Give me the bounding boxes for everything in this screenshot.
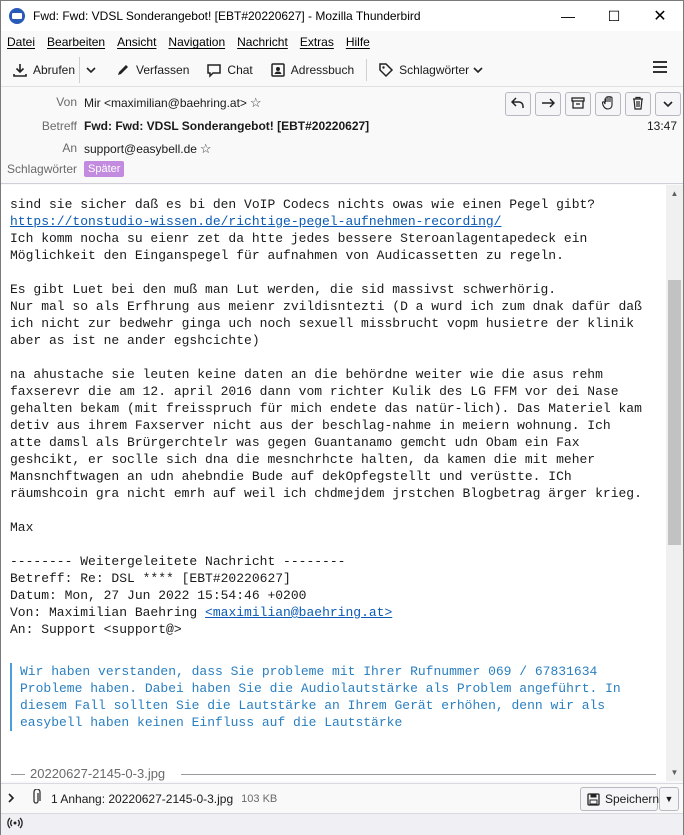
separator-line-right bbox=[181, 774, 656, 775]
chevron-right-icon[interactable] bbox=[7, 792, 25, 806]
attachment-bar bbox=[1, 783, 683, 813]
save-dropdown[interactable] bbox=[659, 787, 679, 811]
forward-icon bbox=[541, 97, 555, 112]
save-label: Speichern bbox=[605, 792, 660, 806]
address-book-label: Adressbuch bbox=[290, 62, 355, 77]
star-icon[interactable]: ☆ bbox=[249, 95, 262, 110]
message-text bbox=[10, 196, 660, 638]
message-body[interactable] bbox=[1, 185, 683, 781]
attachment-summary[interactable]: 1 Anhang: 20220627-2145-0-3.jpg bbox=[51, 791, 234, 806]
tag-icon bbox=[377, 62, 395, 78]
to-value[interactable] bbox=[84, 141, 212, 157]
hamburger-icon[interactable] bbox=[653, 61, 667, 73]
from-address: Mir <maximilian@baehring.at> bbox=[84, 96, 247, 110]
chevron-down-icon bbox=[663, 97, 673, 111]
get-mail-dropdown[interactable] bbox=[79, 57, 102, 83]
archive-icon bbox=[571, 97, 585, 112]
header-actions bbox=[505, 92, 684, 116]
separator-line-left bbox=[11, 774, 25, 775]
forwarded-from-link[interactable]: <maximilian@baehring.at> bbox=[205, 605, 393, 620]
tag-badge[interactable]: Später bbox=[84, 161, 124, 177]
chevron-down-icon: ▼ bbox=[664, 794, 674, 804]
pencil-icon bbox=[114, 62, 132, 78]
archive-button[interactable] bbox=[565, 92, 591, 116]
save-button[interactable] bbox=[580, 787, 658, 811]
reply-button[interactable] bbox=[505, 92, 531, 116]
minimize-button[interactable]: — bbox=[561, 8, 575, 24]
subject-label: Betreff bbox=[41, 119, 77, 133]
compose-label: Verfassen bbox=[136, 62, 190, 77]
address-book-button[interactable] bbox=[265, 57, 358, 83]
tags-header-label: Schlagwörter bbox=[7, 162, 78, 176]
window-title: Fwd: Fwd: VDSL Sonderangebot! [EBT#20220627] - Mozilla Thunderbird bbox=[33, 9, 421, 23]
menu-help[interactable]: Hilfe bbox=[345, 35, 370, 49]
scroll-down-arrow[interactable]: ▼ bbox=[670, 768, 679, 777]
to-address: support@easybell.de bbox=[84, 142, 197, 156]
body-paragraphs: Ich komm nocha su eienr zet da htte jedes bessere Steroanlagentapedeck ein Möglichkeit den Einganspegel für aufnahmen von Audicassetten zu regeln. Es gibt Luet bei den muß man Lut werden, die sid massivst schwerhörig. Nur mal so als Erfhrung aus meienr zvildisntezti (D a wurd ich zum dnak dafür daß ich nicht zur bedwehr ginga uch noch sexuell missbrucht vopm husietre der klinik aber as ist ne ander egshcichte) na ahustache sie leuten keine daten an die behördne weiter wie die asus rehm faxserevr die am 12. april 2016 dann vom richter Kulik des LG FFM vor dei Nase gehalten bekam (mit freisspruch für mich endete das natür-lich). Das Materiel kam detiv aus ihrem Faxserver nicht aus der beschlag-nahme in meiern wohnung. Ich atte damsl als Brürgerchtelr was gegen Guantanamo gemcht udn Obam ein Fax geshcikt, er soclle sich dna die mesnchrhcte halten, da kamen die mit meher Mansnchftwagen an udn ahebndie Bude auf dekOpfegstellt und verüstte. ICh räumshcoin gra nicht emrh auf weil ich chdmejdem jrstchen Blogbetrag ärger krieg. Max -------- Weitergeleitete Nachricht -------- Betreff: Re: DSL **** [EBT#20220627] Datum: Mon, 27 Jun 2022 15:54:46 +0200 bbox=[10, 231, 642, 603]
online-status-icon[interactable] bbox=[7, 817, 23, 832]
message-header bbox=[1, 88, 683, 184]
download-icon bbox=[11, 62, 29, 78]
menu-message[interactable]: Nachricht bbox=[237, 35, 288, 49]
trash-icon bbox=[632, 96, 644, 113]
from-value[interactable] bbox=[84, 95, 262, 111]
get-mail-button[interactable] bbox=[7, 57, 79, 83]
reply-icon bbox=[511, 97, 525, 112]
delete-button[interactable] bbox=[625, 92, 651, 116]
message-time: 13:47 bbox=[646, 119, 677, 133]
tags-label: Schlagwörter bbox=[399, 62, 470, 77]
scroll-thumb[interactable] bbox=[668, 280, 681, 545]
maximize-button[interactable]: ☐ bbox=[607, 7, 621, 24]
menu-bar bbox=[1, 31, 683, 53]
chat-button[interactable] bbox=[201, 57, 256, 83]
close-button[interactable]: ✕ bbox=[653, 8, 667, 25]
get-mail-label: Abrufen bbox=[33, 62, 76, 77]
attachment-separator-name: 20220627-2145-0-3.jpg bbox=[30, 766, 166, 781]
from-label: Von bbox=[56, 95, 77, 109]
paperclip-icon bbox=[31, 789, 47, 808]
chevron-down-icon bbox=[473, 63, 483, 77]
compose-button[interactable] bbox=[110, 57, 193, 83]
star-icon[interactable]: ☆ bbox=[199, 141, 212, 156]
scroll-up-arrow[interactable]: ▲ bbox=[670, 189, 679, 198]
chat-bubble-icon bbox=[205, 62, 223, 78]
menu-view[interactable]: Ansicht bbox=[117, 35, 157, 49]
junk-icon bbox=[602, 96, 614, 113]
tags-button[interactable] bbox=[373, 57, 487, 83]
chat-label: Chat bbox=[227, 62, 253, 77]
forward-button[interactable] bbox=[535, 92, 561, 116]
contact-card-icon bbox=[269, 62, 287, 78]
forwarded-to-line: An: Support <support@> bbox=[10, 622, 182, 637]
quoted-text: Wir haben verstanden, dass Sie probleme mit Ihrer Rufnummer 069 / 67831634 Probleme haben. Dabei haben Sie die Audiolautstärke als Problem angeführt. In diesem Fall sollten Sie die Lautstärke an Ihrem Gerät erhöhen, denn wir als easybell haben keinen Einfluss auf die Lautstärke bbox=[10, 663, 650, 731]
attachment-separator bbox=[11, 768, 656, 780]
menu-edit[interactable]: Bearbeiten bbox=[47, 35, 106, 49]
to-label: An bbox=[62, 141, 77, 155]
body-line-1: sind sie sicher daß es bi den VoIP Codecs nichts owas wie einen Pegel gibt? bbox=[10, 197, 596, 212]
menu-tools[interactable]: Extras bbox=[299, 35, 334, 49]
status-bar bbox=[1, 813, 683, 835]
main-toolbar bbox=[1, 53, 683, 87]
thunderbird-icon bbox=[9, 8, 25, 24]
menu-file[interactable]: Datei bbox=[7, 35, 36, 49]
title-bar bbox=[1, 1, 683, 31]
more-button[interactable] bbox=[655, 92, 681, 116]
junk-button[interactable] bbox=[595, 92, 621, 116]
forwarded-from-prefix: Von: Maximilian Baehring bbox=[10, 605, 206, 620]
body-link[interactable]: https://tonstudio-wissen.de/richtige-pegel-aufnehmen-recording/ bbox=[10, 214, 502, 229]
save-icon bbox=[587, 793, 600, 806]
toolbar-separator bbox=[366, 59, 367, 81]
vertical-scrollbar[interactable] bbox=[666, 185, 683, 781]
menu-navigation[interactable]: Navigation bbox=[168, 35, 226, 49]
chevron-down-icon bbox=[86, 63, 96, 77]
subject-value: Fwd: Fwd: VDSL Sonderangebot! [EBT#20220627] bbox=[84, 119, 370, 133]
attachment-size: 103 KB bbox=[241, 792, 278, 805]
